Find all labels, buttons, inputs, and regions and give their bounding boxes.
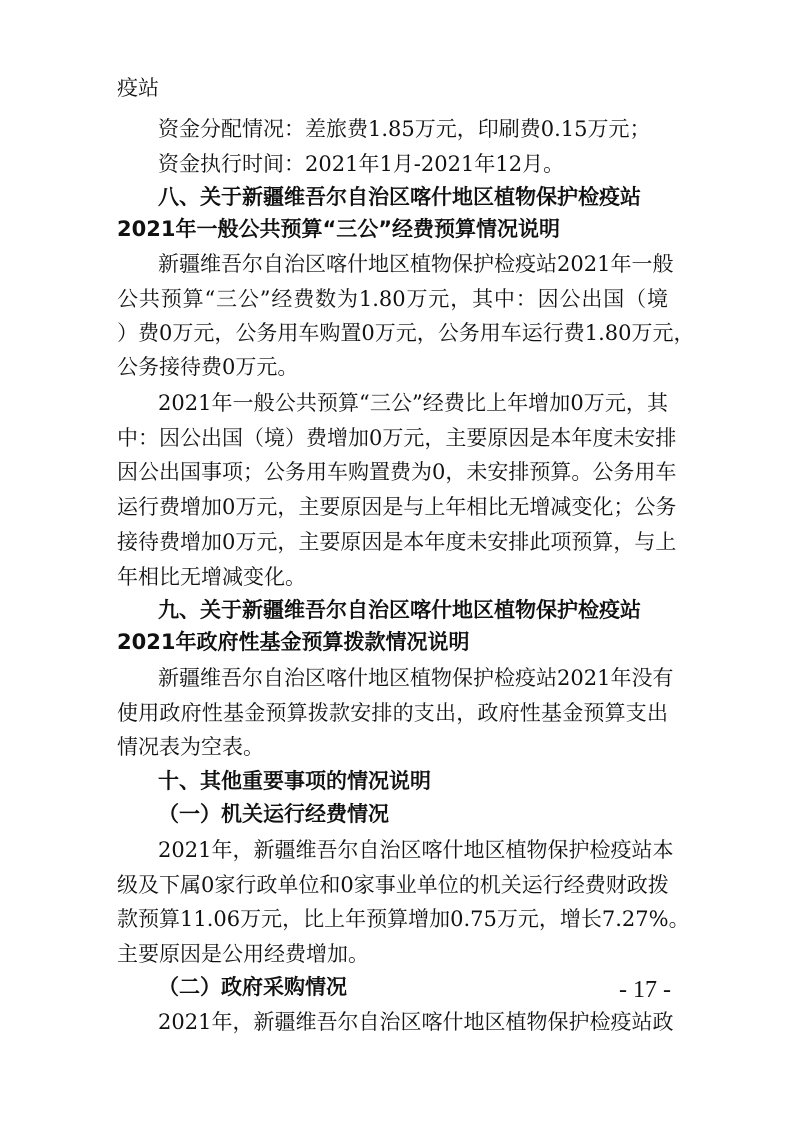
text-line: 级及下属0家行政单位和0家事业单位的机关运行经费财政拨: [117, 873, 669, 897]
section-heading: 2021年政府性基金预算拨款情况说明: [117, 630, 470, 654]
section-heading: 八、关于新疆维吾尔自治区喀什地区植物保护检疫站: [158, 185, 641, 209]
text-line: 新疆维吾尔自治区喀什地区植物保护检疫站2021年一般: [158, 252, 674, 276]
text-line: 资金执行时间：2021年1月-2021年12月。: [158, 152, 565, 176]
text-line: 公务接待费0万元。: [117, 355, 299, 379]
text-line: 公共预算“三公”经费数为1.80万元，其中：因公出国（境: [117, 287, 668, 311]
text-line: 运行费增加0万元，主要原因是与上年相比无增减变化；公务: [117, 495, 677, 519]
text-line: ）费0万元，公务用车购置0万元，公务用车运行费1.80万元，: [117, 321, 695, 345]
text-line: 主要原因是公用经费增加。: [117, 942, 369, 966]
subsection-heading: （一）机关运行经费情况: [158, 801, 389, 826]
section-heading: 十、其他重要事项的情况说明: [158, 769, 431, 793]
subsection-heading: （二）政府采购情况: [158, 974, 347, 999]
text-line: 情况表为空表。: [117, 735, 264, 759]
text-line: 因公出国事项；公务用车购置费为0，未安排预算。公务用车: [117, 460, 677, 484]
section-heading: 2021年一般公共预算“三公”经费预算情况说明: [117, 217, 561, 241]
text-line: 使用政府性基金预算拨款安排的支出，政府性基金预算支出: [117, 701, 668, 725]
text-line: 款预算11.06万元，比上年预算增加0.75万元，增长7.27%。: [117, 907, 690, 931]
text-line: 2021年，新疆维吾尔自治区喀什地区植物保护检疫站本: [158, 838, 674, 862]
text-line: 资金分配情况：差旅费1.85万元，印刷费0.15万元；: [158, 117, 651, 141]
text-line: 疫站: [117, 76, 159, 100]
text-line: 2021年一般公共预算“三公”经费比上年增加0万元，其: [158, 391, 668, 415]
section-heading: 九、关于新疆维吾尔自治区喀什地区植物保护检疫站: [158, 598, 641, 622]
text-line: 年相比无增减变化。: [117, 565, 306, 589]
text-line: 接待费增加0万元，主要原因是本年度未安排此项预算，与上: [117, 530, 677, 554]
page-number: - 17 -: [619, 977, 671, 1003]
text-line: 新疆维吾尔自治区喀什地区植物保护检疫站2021年没有: [158, 666, 674, 690]
text-line: 2021年，新疆维吾尔自治区喀什地区植物保护检疫站政: [158, 1010, 674, 1034]
text-line: 中：因公出国（境）费增加0万元，主要原因是本年度未安排: [117, 426, 677, 450]
